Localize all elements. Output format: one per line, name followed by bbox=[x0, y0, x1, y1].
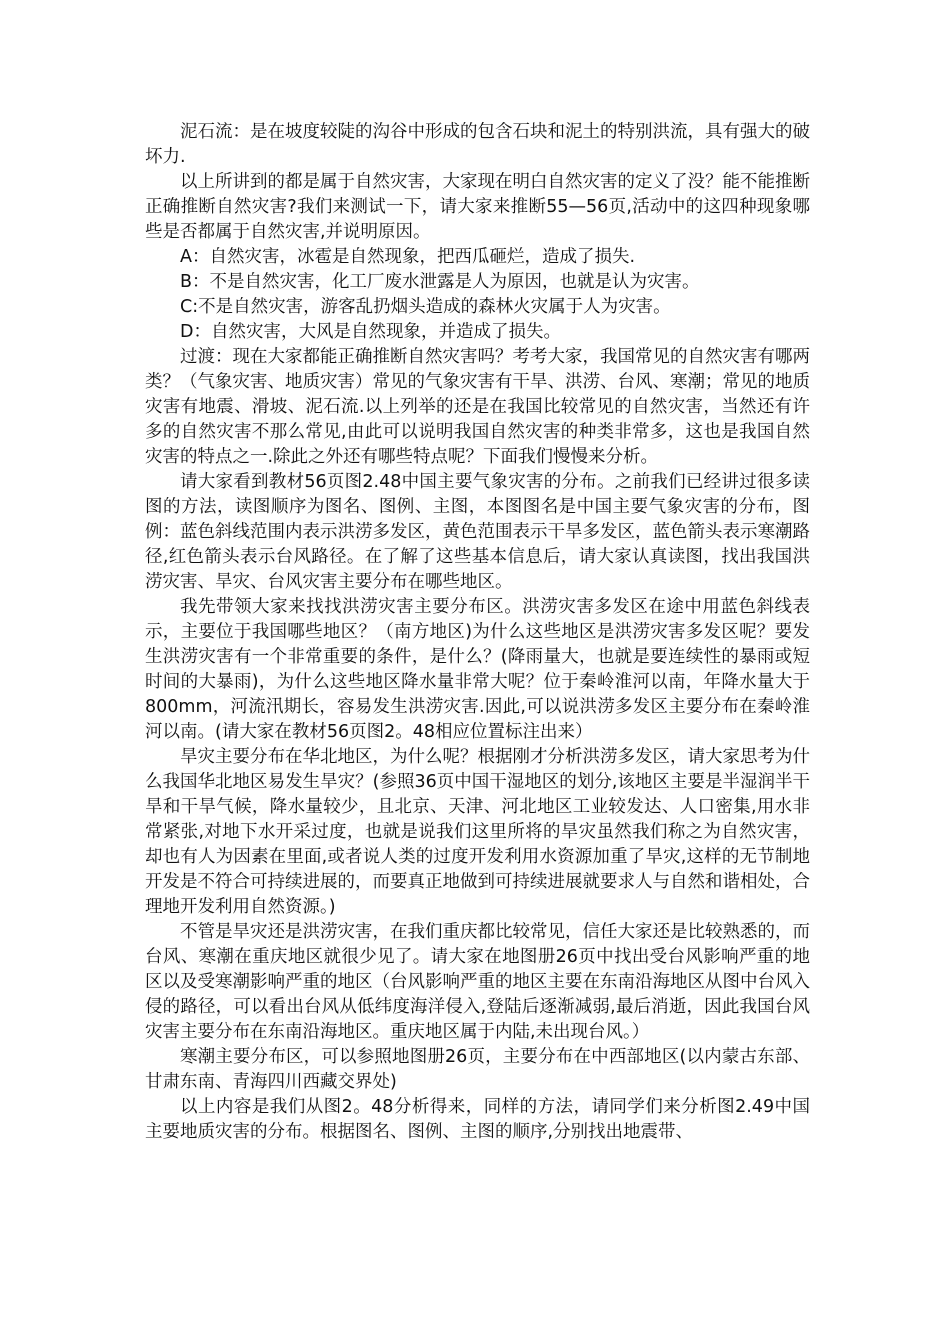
paragraph-answer-d: D：自然灾害，大风是自然现象，并造成了损失。 bbox=[180, 322, 561, 342]
paragraph-drought-distribution: 旱灾主要分布在华北地区，为什么呢？根据刚才分析洪涝多发区，请大家思考为什么我国华北地区易发生旱灾？(参照36页中国干湿地区的划分,该地区主要是半湿润半干旱和干旱气候，降水量较少，且北京、天津、河北地区工业较发达、人口密集,用水非常紧张,对地下水开采过度，也就是说我们这里所将的旱灾虽然我们称之为自然灾害，却也有人为因素在里面,或者说人类的过度开发利用水资源加重了旱灾,这样的无节制地开发是不符合可持续进展的，而要真正地做到可持续进展就要求人与自然和谐相处，合理地开发利用自然资源。) bbox=[145, 747, 810, 917]
paragraph-typhoon-distribution: 不管是旱灾还是洪涝灾害，在我们重庆都比较常见，信任大家还是比较熟悉的，而台风、寒潮在重庆地区就很少见了。请大家在地图册26页中找出受台风影响严重的地区以及受寒潮影响严重的地区（台风影响严重的地区主要在东南沿海地区从图中台风入侵的路径，可以看出台风从低纬度海洋侵入,登陆后逐渐减弱,最后消逝，因此我国台风灾害主要分布在东南沿海地区。重庆地区属于内陆,未出现台风。） bbox=[145, 922, 810, 1042]
paragraph-flood-distribution: 我先带领大家来找找洪涝灾害主要分布区。洪涝灾害多发区在途中用蓝色斜线表示，主要位于我国哪些地区？（南方地区)为什么这些地区是洪涝灾害多发区呢？要发生洪涝灾害有一个非常重要的条件，是什么？(降雨量大，也就是要连续性的暴雨或短时间的大暴雨)，为什么这些地区降水量非常大呢？位于秦岭淮河以南，年降水量大于800mm，河流汛期长，容易发生洪涝灾害.因此,可以说洪涝多发区主要分布在秦岭淮河以南。(请大家在教材56页图2。48相应位置标注出来） bbox=[145, 597, 810, 742]
paragraph-answer-a: A：自然灾害，冰雹是自然现象，把西瓜砸烂，造成了损失. bbox=[180, 247, 636, 267]
paragraph-transition: 过渡：现在大家都能正确推断自然灾害吗？考考大家，我国常见的自然灾害有哪两类？（气象灾害、地质灾害）常见的气象灾害有干旱、洪涝、台风、寒潮；常见的地质灾害有地震、滑坡、泥石流.以上列举的还是在我国比较常见的自然灾害，当然还有许多的自然灾害不那么常见,由此可以说明我国自然灾害的种类非常多，这也是我国自然灾害的特点之一.除此之外还有哪些特点呢？下面我们慢慢来分析。 bbox=[145, 347, 810, 467]
paragraph-answer-c: C:不是自然灾害，游客乱扔烟头造成的森林火灾属于人为灾害。 bbox=[180, 297, 671, 317]
paragraph-natural-disaster-test: 以上所讲到的都是属于自然灾害，大家现在明白自然灾害的定义了没？能不能推断正确推断自然灾害?我们来测试一下，请大家来推断55—56页,活动中的这四种现象哪些是否都属于自然灾害,并说明原因。 bbox=[145, 172, 810, 242]
paragraph-answer-b: B：不是自然灾害，化工厂废水泄露是人为原因，也就是认为灾害。 bbox=[180, 272, 700, 292]
paragraph-figure-2-48: 请大家看到教材56页图2.48中国主要气象灾害的分布。之前我们已经讲过很多读图的方法，读图顺序为图名、图例、主图，本图图名是中国主要气象灾害的分布，图例：蓝色斜线范围内表示洪涝多发区，黄色范围表示干旱多发区，蓝色箭头表示寒潮路径,红色箭头表示台风路径。在了解了这些基本信息后，请大家认真读图，找出我国洪涝灾害、旱灾、台风灾害主要分布在哪些地区。 bbox=[145, 472, 810, 592]
document-page bbox=[145, 120, 810, 1145]
paragraph-mudslide-definition: 泥石流：是在坡度较陡的沟谷中形成的包含石块和泥土的特别洪流，具有强大的破坏力. bbox=[145, 122, 810, 167]
paragraph-figure-2-49: 以上内容是我们从图2。48分析得来，同样的方法，请同学们来分析图2.49中国主要地质灾害的分布。根据图名、图例、主图的顺序,分别找出地震带、 bbox=[145, 1097, 810, 1142]
paragraph-cold-wave-distribution: 寒潮主要分布区，可以参照地图册26页，主要分布在中西部地区(以内蒙古东部、甘肃东南、青海四川西藏交界处) bbox=[145, 1047, 810, 1092]
